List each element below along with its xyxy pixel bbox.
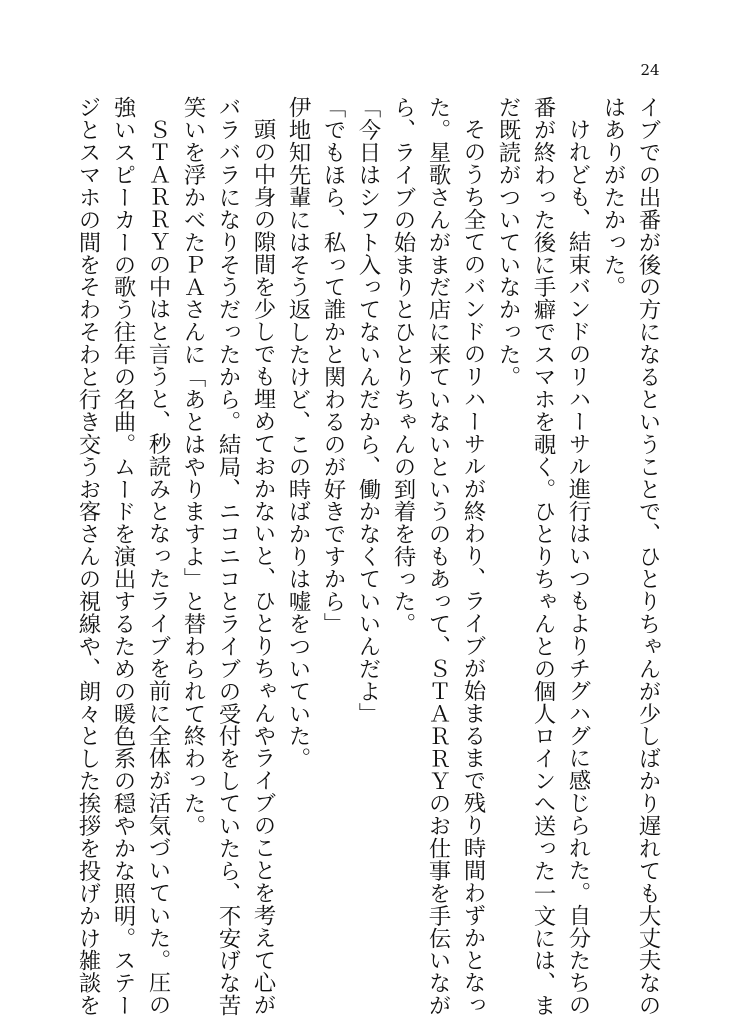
text-line: だ既読がついていなかった。 [495,96,521,388]
text-line: はありがたかった。 [600,96,626,299]
text-line: 笑いを浮かべたＰＡさんに「あとはやりますよ」と替わられて終わった。 [180,96,206,837]
text-line: 頭の中身の隙間を少しでも埋めておかないと、ひとりちゃんやライブのことを考えて心が [250,118,276,1017]
text-line: イブでの出番が後の方になるということで、ひとりちゃんが少しばかり遅れても大丈夫なの [635,96,661,1017]
text-line: 伊地知先輩にはそう返したけど、この時ばかりは嘘をついていた。 [285,96,311,770]
text-line: ジとスマホの間をそわそわと行き交うお客さんの視線や、朗々とした挨拶を投げかけ雑談を [75,96,101,1017]
dialogue-line: 「今日はシフト入ってないんだから、働かなくていいんだよ」 [355,96,381,725]
text-line: 番が終わった後に手癖でスマホを覗く。ひとりちゃんとの個人ロインへ送った一文には、ま [530,96,556,1017]
text-line: ら、ライブの始まりとひとりちゃんの到着を待った。 [390,96,416,635]
text-line: ＳＴＡＲＲＹの中はと言うと、秒読みとなったライブを前に全体が活気づいていた。圧の [145,118,171,1017]
text-line: 強いスピーカーの歌う往年の名曲。ムードを演出するための暖色系の穏やかな照明。ステー [110,96,136,1017]
novel-text-block [65,96,665,1017]
text-line: そのうち全てのバンドのリハーサルが終わり、ライブが始まるまで残り時間わずかとなっ [460,118,486,1017]
page-number: 24 [640,61,660,79]
text-line: けれども、結束バンドのリハーサル進行はいつもよりチグハグに感じられた。自分たちの [565,118,591,1017]
text-line: た。星歌さんがまだ店に来ていないというのもあって、ＳＴＡＲＲＹのお仕事を手伝いなが [425,96,451,1017]
dialogue-line: 「でもほら、私って誰かと関わるのが好きですから」 [320,96,346,635]
text-line: バラバラになりそうだったから。結局、ニコニコとライブの受付をしていたら、不安げな苦 [215,96,241,1017]
